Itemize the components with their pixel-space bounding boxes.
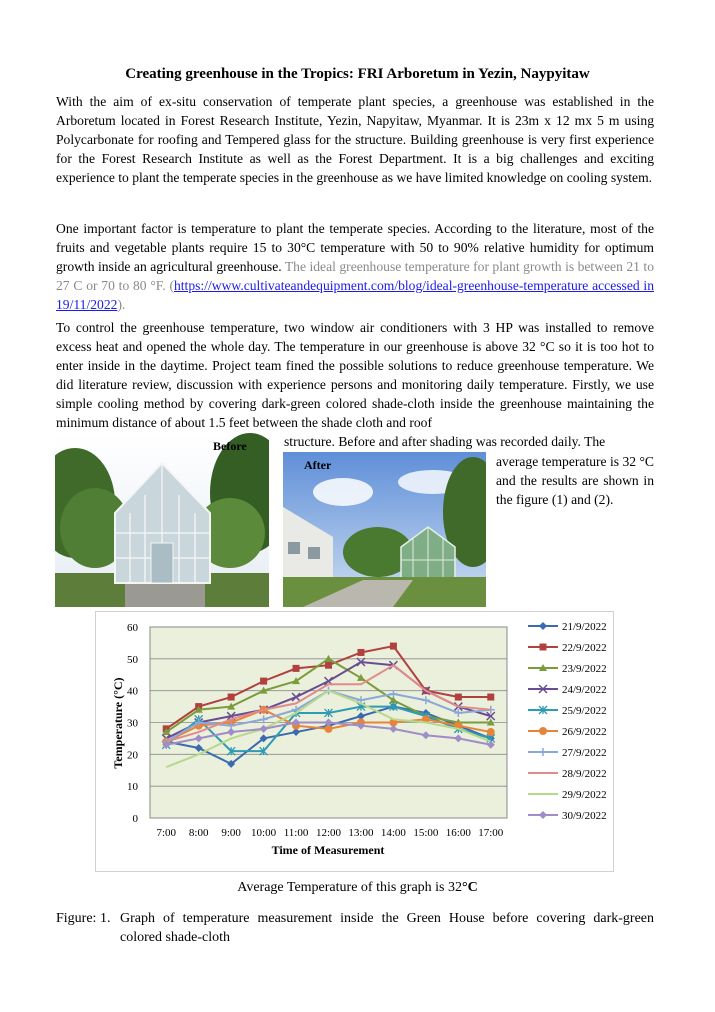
paragraph-end: ). — [117, 297, 126, 312]
y-axis-label: Temperature (°C) — [111, 677, 125, 769]
before-photo — [55, 433, 269, 607]
data-point — [540, 644, 547, 651]
data-point — [293, 665, 300, 672]
intro-paragraph: With the aim of ex-situ conservation of temperate plant species, a greenhouse was established in the Arboretum located in Forest Research Institute, Yezin, Napyitaw, Myanmar. It is 23m x 12 mx 5 m using Polycarbonate for roofing and Tempered glass for the structure. Building greenhouse is very first experience for the Forest Research Institute as well as the Forest Department. It is a big challenges and exciting experience to plant the temperate species in the greenhouse as we have limited knowledge on cooling system. — [56, 94, 654, 185]
x-tick-label: 10:00 — [251, 827, 277, 839]
reference-link[interactable]: https://www.cultivateandequipment.com/blog/ideal-greenhouse-temperature accessed in 19/11/2022 — [56, 278, 654, 312]
legend-item — [528, 789, 607, 801]
y-tick-label: 10 — [127, 781, 138, 794]
before-label: Before — [213, 439, 247, 453]
y-tick-label: 50 — [127, 653, 138, 666]
legend-label: 21/9/2022 — [562, 621, 607, 633]
legend-item — [528, 621, 607, 633]
legend-label: 25/9/2022 — [562, 705, 607, 717]
page-title: Creating greenhouse in the Tropics: FRI Arboretum in Yezin, Naypyitaw — [125, 66, 590, 82]
temperature-line-chart — [96, 612, 613, 871]
data-point — [455, 694, 462, 701]
legend-item — [528, 768, 607, 780]
x-tick-label: 8:00 — [188, 827, 209, 839]
legend-item — [528, 705, 607, 717]
temperature-paragraph-text: One important factor is temperature to plant the temperate species. According to the literature, most of the fruits and vegetable plants require 15 to 30°C temperature with 50 to 90% relative humidity for optimum growth inside an agricultural greenhouse. — [56, 221, 654, 274]
data-point — [260, 678, 267, 685]
legend-label: 29/9/2022 — [562, 789, 607, 801]
cooling-paragraph-continued: structure. Before and after shading was recorded daily. The — [284, 434, 606, 449]
x-tick-label: 16:00 — [445, 827, 471, 839]
legend-item — [528, 663, 607, 675]
after-label: After — [304, 458, 332, 472]
ideal-temperature-note: The ideal greenhouse temperature for plant growth is between 21 to 27 C or 70 to 80 °F. ( — [56, 259, 654, 293]
data-point — [539, 748, 547, 756]
y-tick-label: 20 — [127, 749, 138, 762]
data-point — [357, 649, 364, 656]
legend-label: 24/9/2022 — [562, 684, 607, 696]
temperature-chart — [95, 611, 614, 872]
figure-caption — [56, 909, 654, 947]
legend-label: 30/9/2022 — [562, 810, 607, 822]
data-point — [228, 694, 235, 701]
x-tick-label: 11:00 — [283, 827, 309, 839]
legend-item — [528, 747, 607, 759]
legend-item — [528, 726, 607, 738]
temperature-paragraph — [56, 219, 654, 314]
x-tick-label: 9:00 — [221, 827, 241, 839]
x-tick-label: 14:00 — [380, 827, 406, 839]
x-tick-label: 13:00 — [348, 827, 374, 839]
caption-unit: °C — [462, 880, 478, 895]
legend-label: 27/9/2022 — [562, 747, 607, 759]
caption-text: Average Temperature of this graph is 32 — [237, 880, 463, 895]
legend-item — [528, 810, 607, 822]
data-point — [539, 811, 547, 819]
y-tick-label: 60 — [127, 622, 138, 634]
figure-text: Graph of temperature measurement inside the Green House before covering dark-green colored shade-cloth — [120, 911, 654, 945]
legend-label: 23/9/2022 — [562, 663, 607, 675]
y-tick-label: 40 — [127, 685, 138, 698]
x-axis-label: Time of Measurement — [271, 843, 385, 857]
data-point — [325, 662, 332, 669]
legend-label: 28/9/2022 — [562, 768, 607, 780]
cooling-paragraph: To control the greenhouse temperature, two window air conditioners with 3 HP was installed to remove excess heat and opened the whole day. The temperature in our greenhouse is above 32 °C so it is too hot to enter inside in the daytime. Project team fined the possible solutions to reduce greenhouse temperature. We did literature review, discussion with experience persons and monitoring daily temperature. Firstly, we use simple cooling method by covering dark-green colored shade-cloth inside the greenhouse maintaining the minimum distance of about 1.5 feet between the shade cloth and roof — [56, 320, 654, 430]
x-tick-label: 12:00 — [315, 827, 342, 839]
x-tick-label: 15:00 — [413, 827, 439, 839]
figure-label: Figure: 1. — [56, 911, 111, 926]
legend-label: 26/9/2022 — [562, 726, 607, 738]
greenhouse-before-image — [55, 433, 269, 607]
y-tick-label: 0 — [132, 813, 138, 825]
data-point — [487, 694, 494, 701]
y-tick-label: 30 — [127, 717, 138, 730]
greenhouse-after-image — [283, 452, 486, 607]
after-photo — [283, 452, 486, 607]
cooling-paragraph-results: average temperature is 32 °C and the results are shown in the figure (1) and (2). — [496, 454, 654, 507]
legend-item — [528, 684, 607, 696]
data-point — [390, 643, 397, 650]
x-tick-label: 7:00 — [156, 827, 177, 839]
legend-item — [528, 642, 607, 654]
data-point — [487, 728, 495, 736]
legend-label: 22/9/2022 — [562, 642, 607, 654]
average-temperature-caption — [0, 880, 715, 896]
x-tick-label: 17:00 — [478, 827, 504, 839]
data-point — [539, 622, 547, 630]
data-point — [539, 727, 547, 735]
